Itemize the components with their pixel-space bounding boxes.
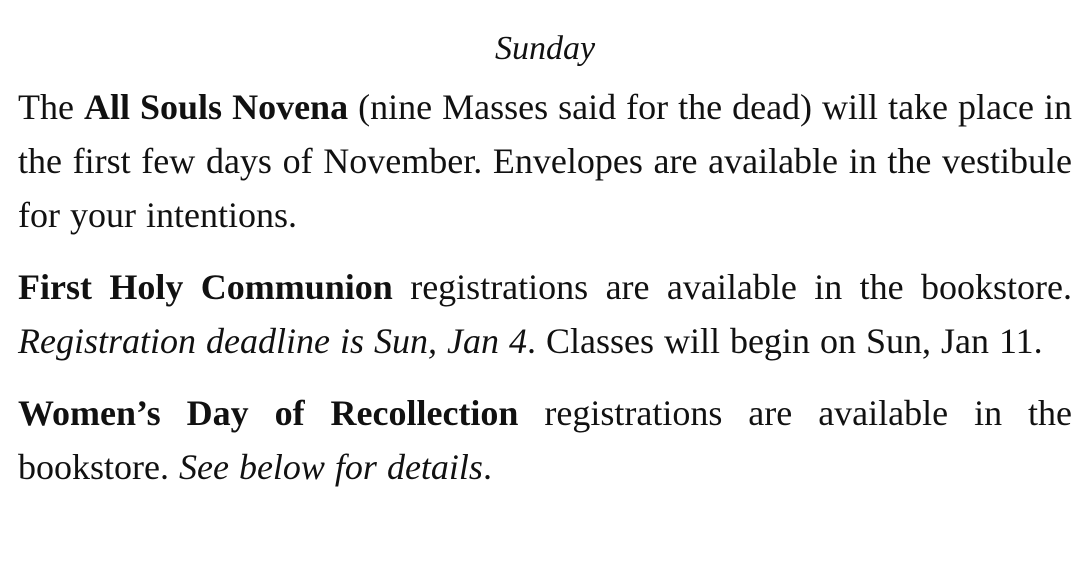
announcement-text: (nine Masses said for the dead) will take place in the first few days of November. Envelopes are available in the vestibule for your intentions.	[18, 87, 1072, 235]
announcement-text: . Classes will begin on Sun, Jan 11.	[526, 321, 1043, 361]
announcement-text: registrations are available in the bookstore.	[18, 393, 1073, 487]
announcement-title: Women’s Day of Recollection	[18, 393, 519, 433]
announcement-note: See below for details	[178, 447, 483, 487]
announcement-first-holy-communion	[18, 260, 1072, 368]
announcement-all-souls-novena	[18, 80, 1072, 242]
announcement-womens-day-of-recollection	[18, 386, 1072, 494]
announcement-title: All Souls Novena	[83, 87, 349, 127]
announcement-text: The	[18, 87, 84, 127]
section-heading: Sunday	[494, 30, 596, 67]
announcement-deadline: Registration deadline is Sun, Jan 4	[18, 321, 527, 361]
announcement-text: registrations are available in the bookstore.	[392, 267, 1072, 307]
announcement-text: .	[482, 447, 492, 487]
announcement-title: First Holy Communion	[18, 267, 393, 307]
